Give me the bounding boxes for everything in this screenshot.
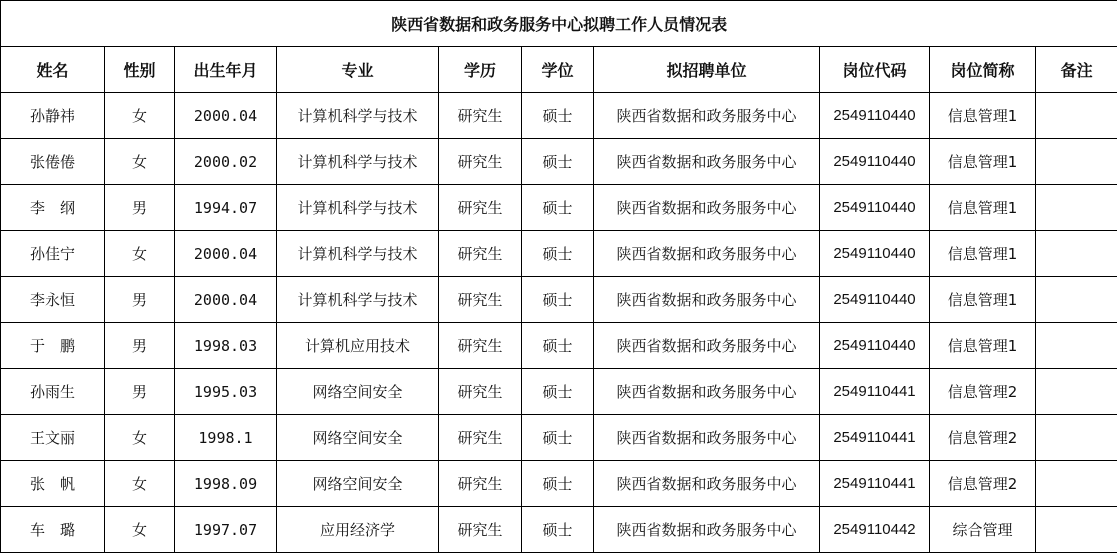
header-major: 专业 (277, 47, 439, 93)
cell-major: 应用经济学 (277, 507, 439, 553)
cell-degree: 硕士 (522, 231, 594, 277)
cell-name: 王文丽 (1, 415, 105, 461)
header-post-code: 岗位代码 (820, 47, 930, 93)
cell-remark (1036, 139, 1117, 185)
cell-degree: 硕士 (522, 139, 594, 185)
cell-degree: 硕士 (522, 93, 594, 139)
cell-post-name: 综合管理 (930, 507, 1036, 553)
cell-name: 张 帆 (1, 461, 105, 507)
cell-degree: 硕士 (522, 369, 594, 415)
cell-unit: 陕西省数据和政务服务中心 (594, 415, 820, 461)
table-row (1, 461, 1117, 507)
cell-remark (1036, 323, 1117, 369)
table-row (1, 369, 1117, 415)
cell-post-name: 信息管理2 (930, 415, 1036, 461)
cell-name: 李 纲 (1, 185, 105, 231)
cell-gender: 女 (105, 461, 175, 507)
cell-unit: 陕西省数据和政务服务中心 (594, 185, 820, 231)
cell-major: 计算机科学与技术 (277, 231, 439, 277)
cell-unit: 陕西省数据和政务服务中心 (594, 231, 820, 277)
cell-birth: 1995.03 (175, 369, 277, 415)
table-row (1, 507, 1117, 553)
cell-degree: 硕士 (522, 415, 594, 461)
header-row (1, 47, 1117, 93)
cell-post-name: 信息管理1 (930, 231, 1036, 277)
cell-remark (1036, 507, 1117, 553)
cell-remark (1036, 231, 1117, 277)
cell-remark (1036, 277, 1117, 323)
cell-degree: 硕士 (522, 461, 594, 507)
header-birth: 出生年月 (175, 47, 277, 93)
cell-birth: 2000.04 (175, 93, 277, 139)
table-row (1, 323, 1117, 369)
cell-gender: 女 (105, 93, 175, 139)
cell-unit: 陕西省数据和政务服务中心 (594, 139, 820, 185)
table-row (1, 185, 1117, 231)
table-row (1, 415, 1117, 461)
table-row (1, 231, 1117, 277)
table-row (1, 139, 1117, 185)
cell-remark (1036, 461, 1117, 507)
cell-post-name: 信息管理1 (930, 185, 1036, 231)
cell-name: 车 璐 (1, 507, 105, 553)
header-education: 学历 (439, 47, 522, 93)
header-name: 姓名 (1, 47, 105, 93)
cell-major: 网络空间安全 (277, 369, 439, 415)
cell-education: 研究生 (439, 507, 522, 553)
cell-post-name: 信息管理2 (930, 461, 1036, 507)
cell-major: 网络空间安全 (277, 461, 439, 507)
cell-major: 计算机应用技术 (277, 323, 439, 369)
cell-education: 研究生 (439, 461, 522, 507)
header-post-name: 岗位简称 (930, 47, 1036, 93)
cell-degree: 硕士 (522, 185, 594, 231)
cell-education: 研究生 (439, 139, 522, 185)
cell-birth: 1998.09 (175, 461, 277, 507)
header-unit: 拟招聘单位 (594, 47, 820, 93)
cell-unit: 陕西省数据和政务服务中心 (594, 277, 820, 323)
cell-gender: 男 (105, 369, 175, 415)
cell-major: 计算机科学与技术 (277, 277, 439, 323)
cell-gender: 女 (105, 231, 175, 277)
cell-post-name: 信息管理1 (930, 139, 1036, 185)
cell-birth: 1998.03 (175, 323, 277, 369)
cell-birth: 1997.07 (175, 507, 277, 553)
cell-unit: 陕西省数据和政务服务中心 (594, 461, 820, 507)
cell-education: 研究生 (439, 231, 522, 277)
cell-gender: 女 (105, 507, 175, 553)
cell-post-name: 信息管理1 (930, 323, 1036, 369)
cell-name: 李永恒 (1, 277, 105, 323)
cell-post-code: 2549110441 (820, 461, 930, 507)
cell-name: 孙雨生 (1, 369, 105, 415)
table-row (1, 277, 1117, 323)
cell-unit: 陕西省数据和政务服务中心 (594, 369, 820, 415)
cell-post-code: 2549110441 (820, 415, 930, 461)
cell-birth: 2000.04 (175, 277, 277, 323)
cell-post-code: 2549110440 (820, 323, 930, 369)
cell-gender: 女 (105, 139, 175, 185)
cell-name: 孙佳宁 (1, 231, 105, 277)
cell-education: 研究生 (439, 93, 522, 139)
cell-education: 研究生 (439, 415, 522, 461)
cell-gender: 男 (105, 185, 175, 231)
cell-post-code: 2549110440 (820, 277, 930, 323)
cell-major: 计算机科学与技术 (277, 185, 439, 231)
cell-birth: 2000.04 (175, 231, 277, 277)
cell-post-code: 2549110441 (820, 369, 930, 415)
cell-gender: 男 (105, 323, 175, 369)
cell-education: 研究生 (439, 277, 522, 323)
cell-education: 研究生 (439, 185, 522, 231)
cell-education: 研究生 (439, 323, 522, 369)
cell-degree: 硕士 (522, 277, 594, 323)
cell-post-code: 2549110440 (820, 93, 930, 139)
cell-gender: 男 (105, 277, 175, 323)
cell-major: 网络空间安全 (277, 415, 439, 461)
cell-degree: 硕士 (522, 323, 594, 369)
cell-birth: 1998.1 (175, 415, 277, 461)
cell-degree: 硕士 (522, 507, 594, 553)
cell-remark (1036, 185, 1117, 231)
header-remark: 备注 (1036, 47, 1117, 93)
table-body (1, 1, 1117, 553)
cell-unit: 陕西省数据和政务服务中心 (594, 507, 820, 553)
cell-post-code: 2549110440 (820, 231, 930, 277)
table-title: 陕西省数据和政务服务中心拟聘工作人员情况表 (1, 1, 1117, 47)
cell-post-name: 信息管理1 (930, 93, 1036, 139)
cell-unit: 陕西省数据和政务服务中心 (594, 93, 820, 139)
cell-remark (1036, 415, 1117, 461)
cell-major: 计算机科学与技术 (277, 93, 439, 139)
cell-remark (1036, 93, 1117, 139)
title-row (1, 1, 1117, 47)
header-gender: 性别 (105, 47, 175, 93)
cell-name: 孙静祎 (1, 93, 105, 139)
cell-post-code: 2549110442 (820, 507, 930, 553)
header-degree: 学位 (522, 47, 594, 93)
cell-post-code: 2549110440 (820, 185, 930, 231)
cell-remark (1036, 369, 1117, 415)
cell-education: 研究生 (439, 369, 522, 415)
cell-name: 于 鹏 (1, 323, 105, 369)
cell-gender: 女 (105, 415, 175, 461)
cell-major: 计算机科学与技术 (277, 139, 439, 185)
cell-birth: 2000.02 (175, 139, 277, 185)
cell-post-name: 信息管理1 (930, 277, 1036, 323)
cell-name: 张倦倦 (1, 139, 105, 185)
cell-birth: 1994.07 (175, 185, 277, 231)
table-row (1, 93, 1117, 139)
cell-unit: 陕西省数据和政务服务中心 (594, 323, 820, 369)
cell-post-name: 信息管理2 (930, 369, 1036, 415)
cell-post-code: 2549110440 (820, 139, 930, 185)
